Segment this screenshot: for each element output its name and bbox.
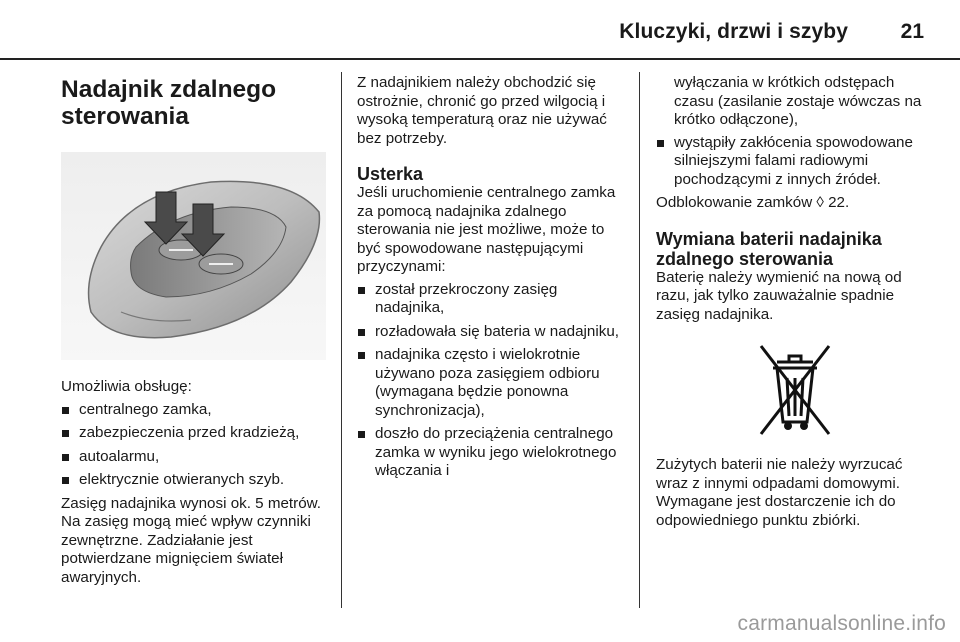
fault-causes-list — [357, 281, 629, 481]
page-number: 21 — [900, 20, 924, 43]
page-header — [0, 0, 960, 62]
intro-text: Umożliwia obsługę: — [61, 378, 192, 395]
column-divider-1 — [341, 72, 342, 608]
list-item: autoalarmu, — [61, 448, 326, 467]
watermark: carmanualsonline.info — [737, 612, 946, 635]
range-paragraph: Zasięg nadajnika wynosi ok. 5 metrów. Na zasięg mogą mieć wpływ czynniki zewnętrzne. Zadziałanie jest potwierdzane mignięciem świateł awaryjnych. — [61, 494, 322, 586]
list-item: nadajnika często i wielokrotnie używano poza zasięgiem odbioru (wymagana będzie ponowna synchronizacja), — [357, 346, 629, 420]
column-1 — [61, 74, 326, 587]
section-heading-remote: Nadajnik zdalnego sterowania — [61, 76, 277, 130]
column-3 — [656, 74, 934, 530]
section-heading-battery: Wymiana baterii nadajnika zdalnego sterowania — [656, 228, 882, 269]
fault-paragraph: Jeśli uruchomienie centralnego zamka za pomocą nadajnika zdalnego sterowania nie jest możliwe, może to być spowodowane następującymi przyczynami: — [357, 184, 616, 275]
battery-paragraph: Baterię należy wymienić na nową od razu, jak tylko zauważalnie spadnie zasięg nadajnika. — [656, 268, 902, 323]
list-item: wystąpiły zakłócenia spowodowane silniejszymi falami radiowymi pochodzącymi z innych źródeł. — [656, 134, 934, 190]
list-item: doszło do przeciążenia centralnego zamka w wyniku jego wielokrotnego włączania i — [357, 425, 629, 481]
column-divider-2 — [639, 72, 640, 608]
unlock-crossref[interactable]: Odblokowanie zamków ◊ 22. — [656, 194, 850, 211]
column-2 — [357, 74, 629, 486]
continued-text: wyłączania w krótkich odstępach czasu (zasilanie zostaje wówczas na krótko odłączone), — [674, 74, 922, 128]
header-rule — [0, 58, 960, 60]
list-item: zabezpieczenia przed kradzieżą, — [61, 424, 326, 443]
interference-list — [656, 134, 934, 190]
disposal-paragraph: Zużytych baterii nie należy wyrzucać wraz z innymi odpadami domowymi. Wymagane jest dostarczenie ich do odpowiedniego punktu zbiórki. — [656, 456, 903, 529]
care-paragraph: Z nadajnikiem należy obchodzić się ostrożnie, chronić go przed wilgocią i wysoką temperaturą oraz nie używać bez potrzeby. — [357, 74, 607, 147]
list-item: centralnego zamka, — [61, 401, 326, 420]
features-list — [61, 401, 326, 490]
header-title: Kluczyki, drzwi i szyby — [619, 20, 848, 43]
section-heading-fault: Usterka — [357, 164, 424, 184]
list-item: rozładowała się bateria w nadajniku, — [357, 323, 629, 342]
list-item: elektrycznie otwieranych szyb. — [61, 471, 326, 490]
remote-key-illustration — [61, 152, 326, 360]
crossed-out-bin-icon — [753, 338, 837, 442]
list-item: został przekroczony zasięg nadajnika, — [357, 281, 629, 318]
remote-key-photo — [61, 152, 326, 360]
